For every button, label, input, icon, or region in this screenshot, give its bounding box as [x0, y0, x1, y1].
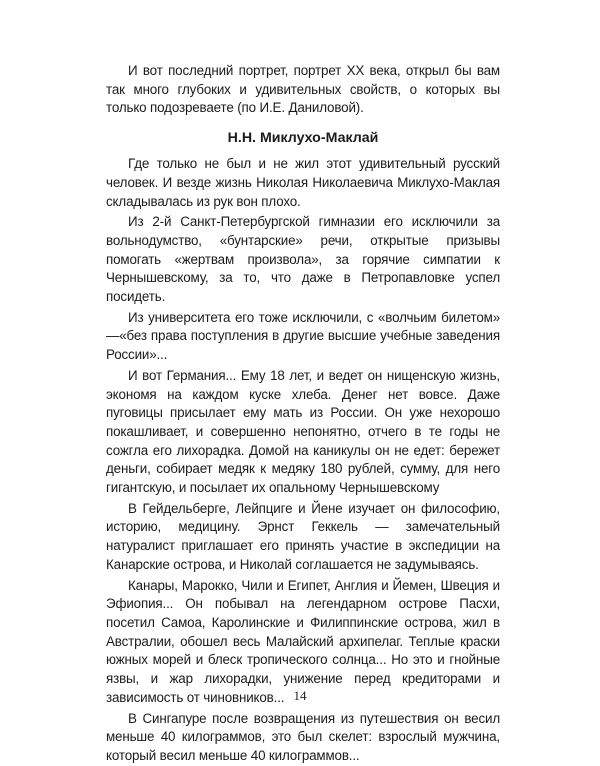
intro-paragraph: И вот последний портрет, портрет XX века, открыл бы вам так много глубоких и удивительных свойств, о которых вы только подозреваете (по И.Е. Даниловой). [106, 63, 500, 116]
paragraph-4: И вот Германия... Ему 18 лет, и ведет он нищенскую жизнь, экономя на каждом куске хлеба. Денег нет вовсе. Даже пуговицы присылает ему мать из России. Он уже нехорошо покашливает, и совершенно непонятно, отчего в те годы не сожгла его лихорадка. Домой на каникулы он не едет: бережет деньги, собирает медяк к медяку 180 рублей, сумму, для него гигантскую, и посылает их опальному Чернышевскому [106, 367, 500, 496]
page-number: 14 [293, 688, 307, 703]
page-content [106, 62, 500, 766]
paragraph-2: Из 2-й Санкт-Петербургской гимназии его исключили за вольнодумство, «бунтарские» речи, открытые призывы помогать «жертвам произвола», за горячие симпатии к Чернышевскому, за то, что даже в Петропавловке успел посидеть. [106, 214, 500, 305]
paragraph-6: Канары, Марокко, Чили и Египет, Англия и Йемен, Швеция и Эфиопия... Он побывал на легендарном острове Пасхи, посетил Самоа, Каролинские и Филиппинские острова, жил в Австралии, обошел весь Малайский архипелаг. Теплые краски южных морей и блеск тропического солнца... Но это и гнойные язвы, и жар лихорадки, унижение перед кредиторами и зависимость от чиновников... [106, 577, 500, 705]
paragraph-7: В Сингапуре после возвращения из путешествия он весил меньше 40 килограммов, это был скелет: взрослый мужчина, который весил меньше 40 килограммов... [106, 710, 500, 763]
paragraph-3: Из университета его тоже исключили, с «волчьим билетом» —«без права поступления в другие высшие учебные заведения России»... [106, 309, 500, 363]
paragraph-1: Где только не был и не жил этот удивительный русский человек. И везде жизнь Николая Николаевича Миклухо-Маклая складывалась из рук вон плохо. [106, 156, 500, 209]
paragraph-5: В Гейдельберге, Лейпциге и Йене изучает он философию, историю, медицину. Эрнст Геккель — замечательный натуралист приглашает его принять участие в экспедиции на Канарские острова, и Николай соглашается не задумываясь. [106, 500, 500, 572]
section-title: Н.Н. Миклухо-Маклай [227, 130, 379, 147]
